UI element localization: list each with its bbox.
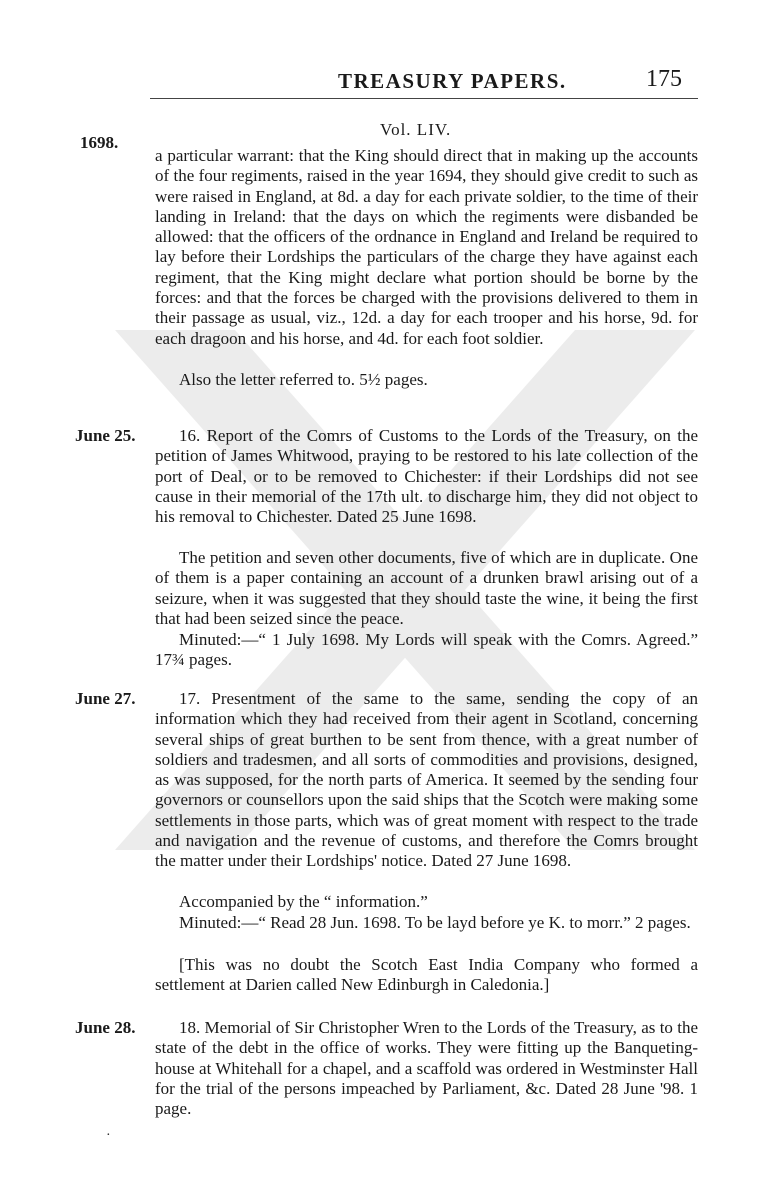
entry-16-documents: The petition and seven other documents, five of which are in duplicate. One of them is a paper containing an account of a drunken brawl arising out of a seizure, when it was suggested that they should taste the wine, it being the first that had been seized since the peace. <box>155 548 698 628</box>
volume-heading: Vol. LIV. <box>380 120 452 139</box>
entry-17-accompanied: Accompanied by the “ information.” <box>179 892 428 911</box>
continuation-note: Also the letter referred to. 5½ pages. <box>179 370 428 389</box>
entry-17-minute: Minuted:—“ Read 28 Jun. 1698. To be layd before ye K. to morr.” 2 pages. <box>179 913 691 932</box>
entry-17-editorial-note: [This was no doubt the Scotch East India Company who formed a settlement at Darien called New Edinburgh in Caledonia.] <box>155 955 698 995</box>
continuation-paragraph: a particular warrant: that the King should direct that in making up the accounts of the four regiments, raised in the year 1694, they should give credit to such as were raised in England, at 8d. a day for each private soldier, to the time of their landing in Ireland: that the days on which the regiments were disbanded be allowed: that the officers of the ordnance in England and Ireland be required to lay before their Lordships the particulars of the charge they have against each regiment, that the King might declare what portion should be borne by the forces: and that the forces be charged with the provisions delivered to them in their passage as usual, viz., 12d. a day for each trooper and his horse, 9d. for each dragoon and his horse, and 4d. for each foot soldier. <box>155 146 698 348</box>
entry-16-main: 16. Report of the Comrs of Customs to the Lords of the Treasury, on the petition of James Whitwood, praying to be restored to his late collection of the port of Deal, or to be removed to Chichester: if their Lordships did not see cause in their memorial of the 17th ult. to discharge him, they did not object to his removal to Chichester. Dated 25 June 1698. <box>155 426 698 527</box>
entry-17-main: 17. Presentment of the same to the same, sending the copy of an information which they had received from their agent in Scotland, concerning several ships of great burthen to be sent from thence, with a great number of soldiers and tradesmen, and all sorts of commodities and provisions, designed, as was supposed, for the north parts of America. It seemed by the sending four governors or counsellors upon the said ships that the Scotch were making some settlements in those parts, which was of great moment with respect to the trade and navigation and the revenue of customs, and therefore the Comrs brought the matter under their Lordships' notice. Dated 27 June 1698. <box>155 689 698 871</box>
margin-year: 1698. <box>80 133 119 152</box>
entry-16-minute: Minuted:—“ 1 July 1698. My Lords will speak with the Comrs. Agreed.” 17¾ pages. <box>155 630 698 670</box>
entry-date: June 27. <box>75 689 136 708</box>
margin-tick: · <box>106 1128 111 1143</box>
page-header <box>0 62 770 102</box>
entry-date: June 25. <box>75 426 136 445</box>
entry-18-main: 18. Memorial of Sir Christopher Wren to the Lords of the Treasury, as to the state of the debt in the office of works. They were fitting up the Banqueting-house at Whitehall for a chapel, and a scaffold was ordered in Westminster Hall for the trial of the persons impeached by Parliament, &c. Dated 28 June '98. 1 page. <box>155 1018 698 1119</box>
header-rule <box>150 98 698 99</box>
entry-date: June 28. <box>75 1018 136 1037</box>
running-title: TREASURY PAPERS. <box>338 69 567 93</box>
page-number: 175 <box>646 66 682 92</box>
